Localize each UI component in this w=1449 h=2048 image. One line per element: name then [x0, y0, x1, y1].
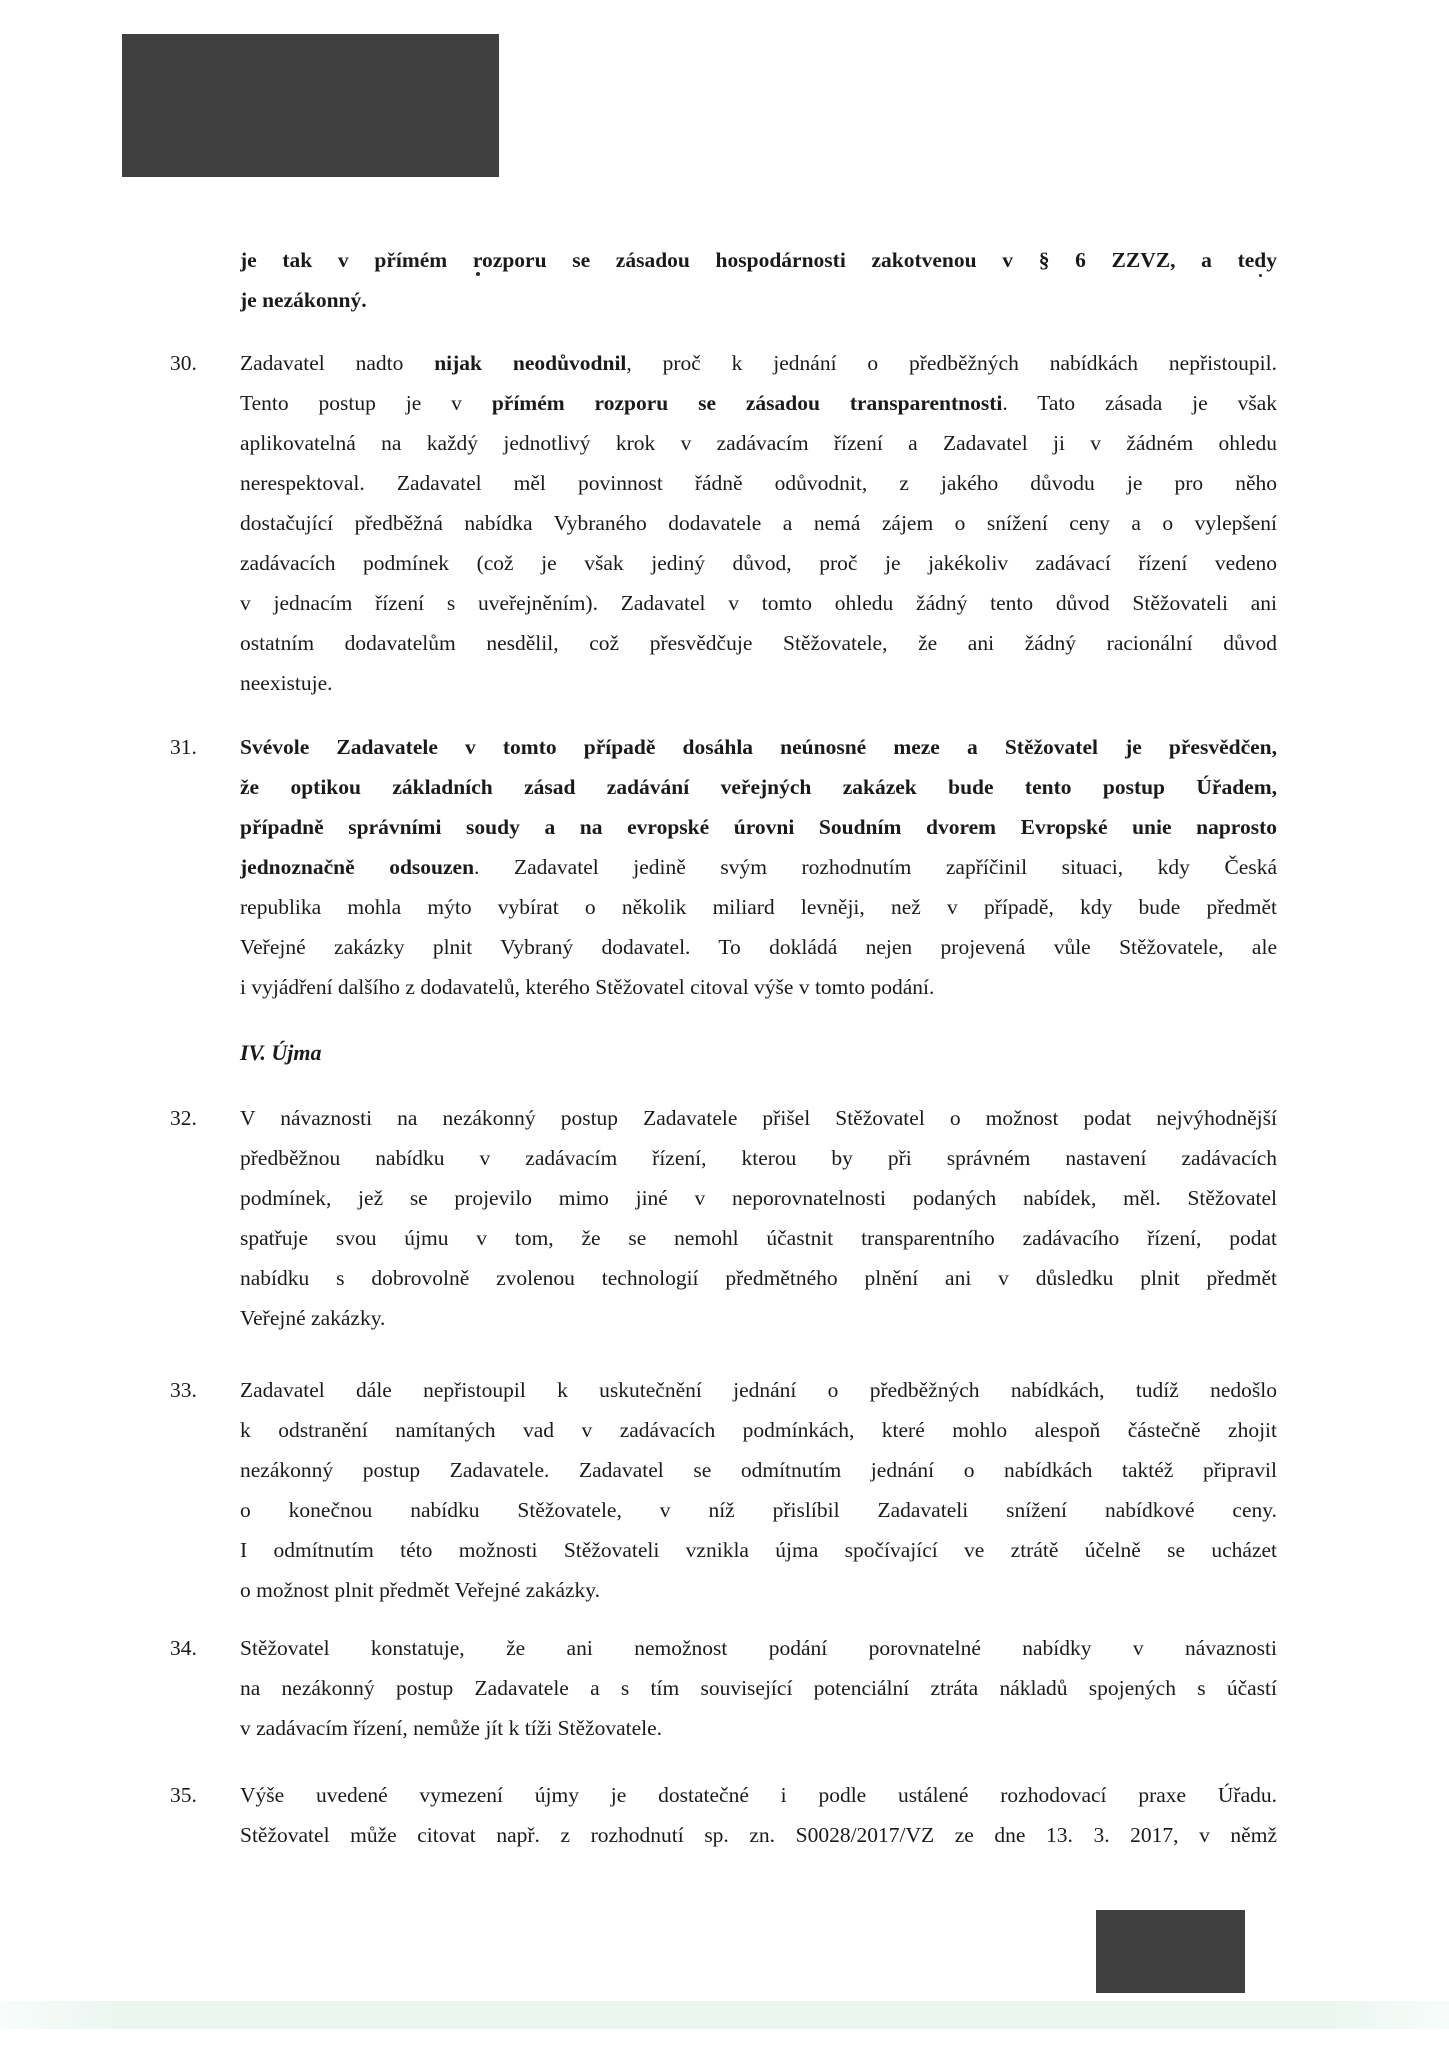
- paragraph-31: [170, 727, 1277, 1007]
- text-segment: dostačující předběžná nabídka Vybraného dodavatele a nemá zájem o snížení ceny a o vylepšení: [240, 511, 1277, 535]
- text-line: [240, 1098, 1277, 1138]
- text-segment: podmínek, jež se projevilo mimo jiné v neporovnatelnosti podaných nabídek, měl. Stěžovatel: [240, 1186, 1277, 1210]
- text-segment: Zadavatel dále nepřistoupil k uskutečnění jednání o předběžných nabídkách, tudíž nedošlo: [240, 1378, 1277, 1402]
- text-line: [240, 383, 1277, 423]
- text-segment: na nezákonný postup Zadavatele a s tím související potenciální ztráta nákladů spojených s účastí: [240, 1676, 1277, 1700]
- paragraph-text: [240, 343, 1277, 703]
- paragraph-30: [170, 343, 1277, 703]
- text-segment: . Zadavatel jedině svým rozhodnutím zapříčinil situaci, kdy Česká: [474, 855, 1277, 879]
- text-line: [240, 1668, 1277, 1708]
- text-line: [240, 503, 1277, 543]
- text-segment: v jednacím řízení s uveřejněním). Zadavatel v tomto ohledu žádný tento důvod Stěžovateli ani: [240, 591, 1277, 615]
- paragraph-34: [170, 1628, 1277, 1748]
- text-segment: nezákonný postup Zadavatele. Zadavatel se odmítnutím jednání o nabídkách taktéž připravil: [240, 1458, 1277, 1482]
- text-line: [240, 1218, 1277, 1258]
- paragraph-text: [240, 240, 1277, 320]
- text-segment: V návaznosti na nezákonný postup Zadavatele přišel Stěžovatel o možnost podat nejvýhodnější: [240, 1106, 1277, 1130]
- redaction-box-bottom-right: [1096, 1910, 1245, 1993]
- scan-speck: [1259, 274, 1262, 277]
- text-segment: nerespektoval. Zadavatel měl povinnost řádně odůvodnit, z jakého důvodu je pro něho: [240, 471, 1277, 495]
- text-segment: . Tato zásada je však: [1002, 391, 1277, 415]
- scan-speck: [476, 272, 480, 276]
- text-segment: , proč k jednání o předběžných nabídkách nepřistoupil.: [626, 351, 1277, 375]
- paragraph-number: 35.: [170, 1783, 197, 1807]
- bold-text-segment: případně správními soudy a na evropské úrovni Soudním dvorem Evropské unie naprosto: [240, 815, 1277, 839]
- text-line: [240, 623, 1277, 663]
- text-segment: Stěžovatel může citovat např. z rozhodnutí sp. zn. S0028/2017/VZ ze dne 13. 3. 2017, v němž: [240, 1823, 1277, 1847]
- text-segment: aplikovatelná na každý jednotlivý krok v zadávacím řízení a Zadavatel ji v žádném ohledu: [240, 431, 1277, 455]
- text-line: [240, 1258, 1277, 1298]
- text-line: [240, 583, 1277, 623]
- paragraph-text: [240, 1098, 1277, 1338]
- text-line: [240, 1775, 1277, 1815]
- bold-text-segment: nijak neodůvodnil: [434, 351, 627, 375]
- text-line: [240, 280, 1277, 320]
- paragraph-number: 34.: [170, 1636, 197, 1660]
- text-line: [240, 1410, 1277, 1450]
- text-line: [240, 847, 1277, 887]
- text-segment: Veřejné zakázky.: [240, 1306, 386, 1330]
- text-segment: nabídku s dobrovolně zvolenou technologií předmětného plnění ani v důsledku plnit předmět: [240, 1266, 1277, 1290]
- text-line: [240, 1178, 1277, 1218]
- paragraph-number: 33.: [170, 1378, 197, 1402]
- paragraph-text: [240, 1370, 1277, 1610]
- paragraph-number: 30.: [170, 351, 197, 375]
- bold-text-segment: Svévole Zadavatele v tomto případě dosáhla neúnosné meze a Stěžovatel je přesvědčen,: [240, 735, 1277, 759]
- text-segment: i vyjádření dalšího z dodavatelů, kterého Stěžovatel citoval výše v tomto podání.: [240, 975, 935, 999]
- bold-text-segment: jednoznačně odsouzen: [240, 855, 475, 879]
- text-segment: Výše uvedené vymezení újmy je dostatečné i podle ustálené rozhodovací praxe Úřadu.: [240, 1783, 1277, 1807]
- text-line: [240, 1298, 1277, 1338]
- paragraph-text: [240, 1775, 1277, 1855]
- text-segment: Zadavatel nadto: [240, 351, 435, 375]
- text-segment: Stěžovatel konstatuje, že ani nemožnost podání porovnatelné nabídky v návaznosti: [240, 1636, 1277, 1660]
- redaction-box-top-left: [122, 34, 499, 177]
- bold-text-segment: přímém rozporu se zásadou transparentnosti: [491, 391, 1003, 415]
- text-segment: k odstranění namítaných vad v zadávacích podmínkách, které mohlo alespoň částečně zhojit: [240, 1418, 1277, 1442]
- section-heading: IV. Újma: [240, 1040, 322, 1065]
- text-line: [240, 1530, 1277, 1570]
- paragraph-32: [170, 1098, 1277, 1338]
- bold-text-segment: že optikou základních zásad zadávání veřejných zakázek bude tento postup Úřadem,: [240, 775, 1277, 799]
- text-line: [240, 1708, 1277, 1748]
- paragraph-text: [240, 1628, 1277, 1748]
- text-segment: republika mohla mýto vybírat o několik miliard levněji, než v případě, kdy bude předmět: [240, 895, 1277, 919]
- text-line: [240, 663, 1277, 703]
- text-segment: I odmítnutím této možnosti Stěžovateli vznikla újma spočívající ve ztrátě účelně se ucházet: [240, 1538, 1277, 1562]
- text-line: [240, 1570, 1277, 1610]
- paragraph-number: 31.: [170, 735, 197, 759]
- text-line: [240, 1370, 1277, 1410]
- paragraph-35: [170, 1775, 1277, 1855]
- text-line: [240, 927, 1277, 967]
- text-line: [240, 767, 1277, 807]
- text-line: [240, 343, 1277, 383]
- text-segment: ostatním dodavatelům nesdělil, což přesvědčuje Stěžovatele, že ani žádný racionální důvod: [240, 631, 1277, 655]
- text-segment: předběžnou nabídku v zadávacím řízení, kterou by při správném nastavení zadávacích: [240, 1146, 1277, 1170]
- text-segment: neexistuje.: [240, 671, 333, 695]
- scan-edge-artifact: [0, 2001, 1449, 2029]
- text-segment: Veřejné zakázky plnit Vybraný dodavatel. To dokládá nejen projevená vůle Stěžovatele, ale: [240, 935, 1277, 959]
- text-segment: v zadávacím řízení, nemůže jít k tíži Stěžovatele.: [240, 1716, 663, 1740]
- text-line: [240, 543, 1277, 583]
- text-segment: o možnost plnit předmět Veřejné zakázky.: [240, 1578, 601, 1602]
- text-line: [240, 887, 1277, 927]
- text-line: [240, 1450, 1277, 1490]
- text-segment: Tento postup je v: [240, 391, 492, 415]
- paragraph-number: 32.: [170, 1106, 197, 1130]
- paragraph-text: [240, 727, 1277, 1007]
- bold-text-segment: je tak v přímém rozporu se zásadou hospodárnosti zakotvenou v § 6 ZZVZ, a tedy: [240, 248, 1277, 272]
- text-line: [240, 1490, 1277, 1530]
- text-segment: zadávacích podmínek (což je však jediný důvod, proč je jakékoliv zadávací řízení vedeno: [240, 551, 1277, 575]
- text-line: [240, 1815, 1277, 1855]
- text-line: [240, 727, 1277, 767]
- text-line: [240, 807, 1277, 847]
- text-line: [240, 1628, 1277, 1668]
- text-segment: spatřuje svou újmu v tom, že se nemohl účastnit transparentního zadávacího řízení, podat: [240, 1226, 1277, 1250]
- bold-text-segment: je nezákonný.: [240, 288, 367, 312]
- text-segment: o konečnou nabídku Stěžovatele, v níž přislíbil Zadavateli snížení nabídkové ceny.: [240, 1498, 1277, 1522]
- text-line: [240, 463, 1277, 503]
- text-line: [240, 240, 1277, 280]
- paragraph-continuation: [170, 240, 1277, 320]
- paragraph-33: [170, 1370, 1277, 1610]
- text-line: [240, 423, 1277, 463]
- text-line: [240, 1138, 1277, 1178]
- text-line: [240, 967, 1277, 1007]
